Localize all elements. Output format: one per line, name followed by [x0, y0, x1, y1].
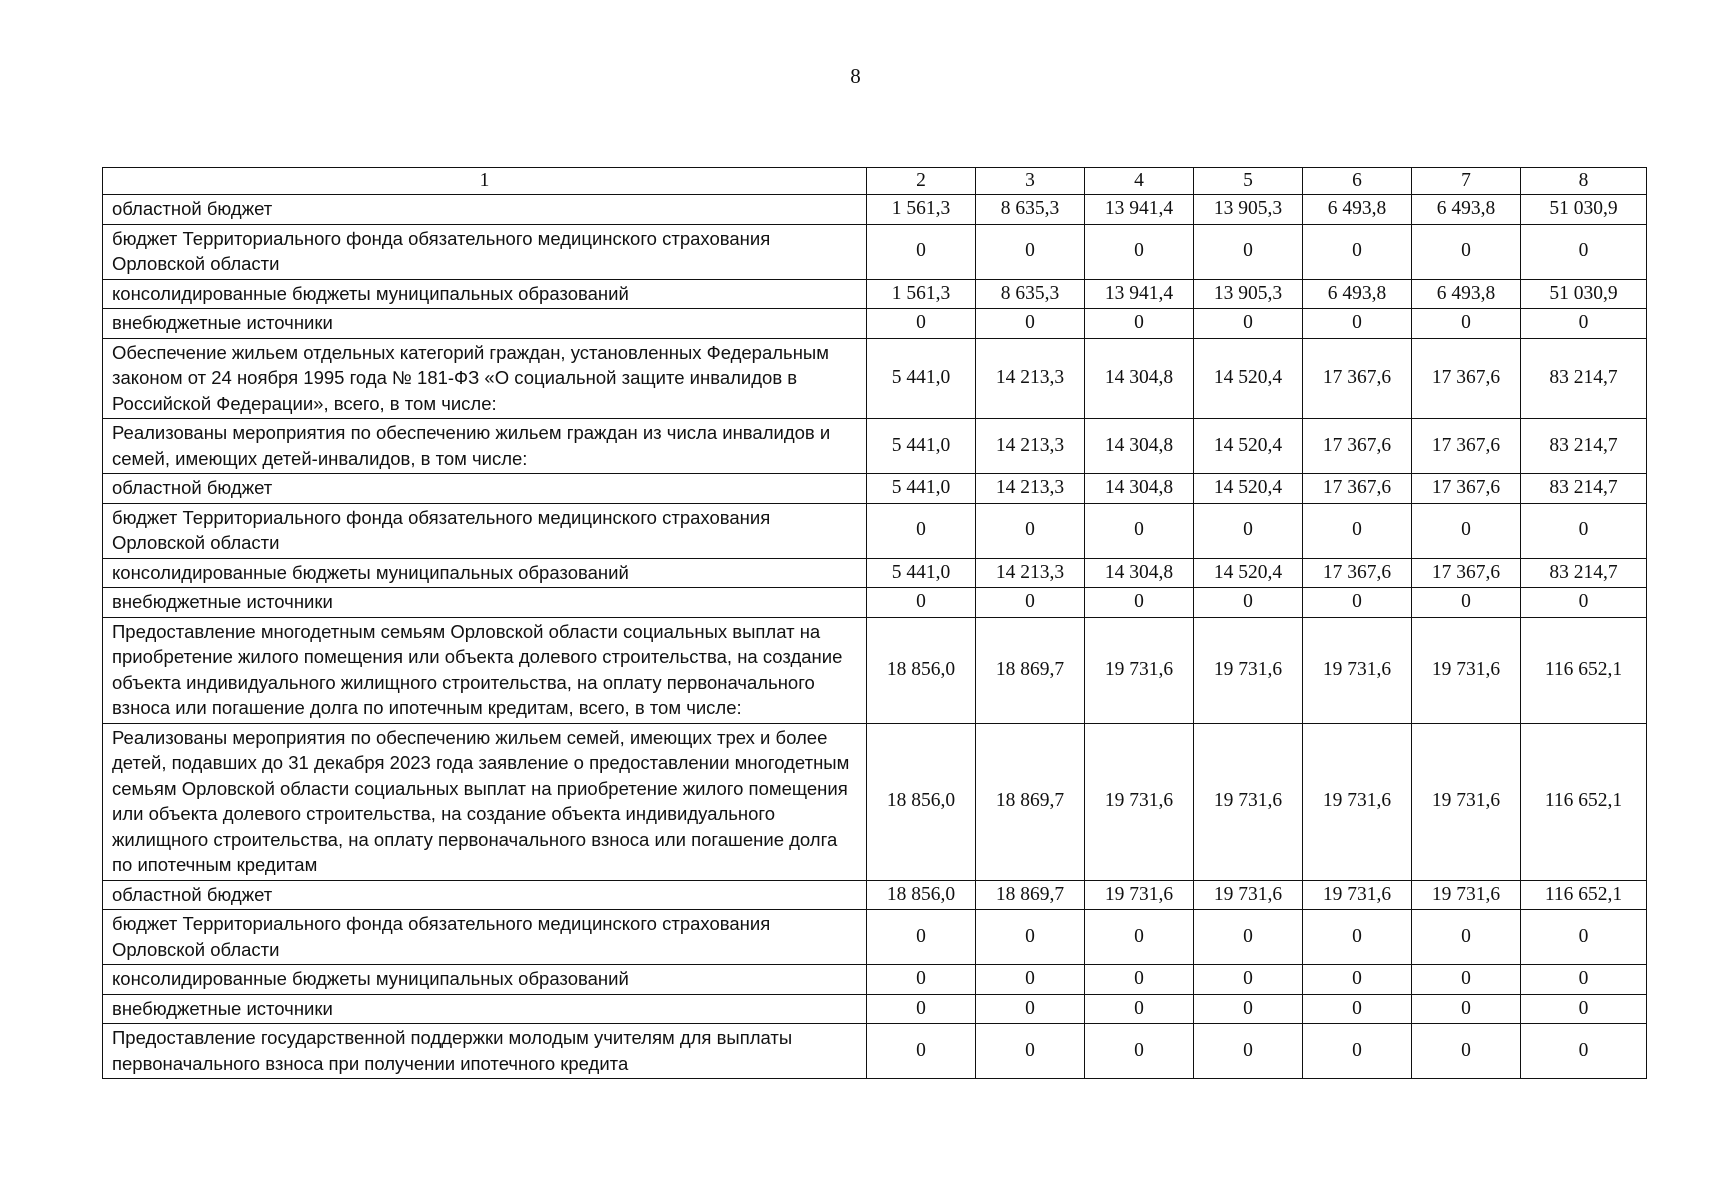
column-header-3: 3 — [976, 168, 1085, 195]
value-cell: 0 — [867, 224, 976, 279]
value-cell: 5 441,0 — [867, 338, 976, 419]
column-header-8: 8 — [1521, 168, 1647, 195]
value-cell: 0 — [1412, 588, 1521, 618]
value-cell: 0 — [1194, 1024, 1303, 1079]
value-cell: 0 — [1303, 588, 1412, 618]
table-row — [103, 558, 1647, 588]
value-cell: 19 731,6 — [1194, 723, 1303, 880]
value-cell: 0 — [1521, 224, 1647, 279]
value-cell: 19 731,6 — [1412, 880, 1521, 910]
value-cell: 17 367,6 — [1412, 419, 1521, 474]
value-cell: 17 367,6 — [1412, 474, 1521, 504]
value-cell: 0 — [1085, 503, 1194, 558]
value-cell: 19 731,6 — [1085, 723, 1194, 880]
table-row — [103, 474, 1647, 504]
value-cell: 0 — [1521, 309, 1647, 339]
value-cell: 19 731,6 — [1194, 617, 1303, 723]
value-cell: 0 — [1521, 994, 1647, 1024]
value-cell: 0 — [1521, 965, 1647, 995]
value-cell: 13 905,3 — [1194, 195, 1303, 225]
value-cell: 0 — [1085, 309, 1194, 339]
row-name: Предоставление многодетным семьям Орловской области социальных выплат на приобретение жилого помещения или объекта долевого строительства, на создание объекта индивидуального жилищного строительства, на оплату первоначального взноса или погашение долга по ипотечным кредитам, всего, в том числе: — [103, 617, 867, 723]
value-cell: 0 — [1521, 588, 1647, 618]
row-name: областной бюджет — [103, 195, 867, 225]
table-row — [103, 994, 1647, 1024]
value-cell: 14 213,3 — [976, 558, 1085, 588]
value-cell: 116 652,1 — [1521, 880, 1647, 910]
value-cell: 0 — [1085, 1024, 1194, 1079]
value-cell: 0 — [1194, 588, 1303, 618]
value-cell: 13 941,4 — [1085, 195, 1194, 225]
value-cell: 0 — [1412, 1024, 1521, 1079]
value-cell: 116 652,1 — [1521, 723, 1647, 880]
value-cell: 0 — [867, 1024, 976, 1079]
value-cell: 0 — [1303, 309, 1412, 339]
value-cell: 18 856,0 — [867, 617, 976, 723]
value-cell: 0 — [1194, 910, 1303, 965]
table-row — [103, 1024, 1647, 1079]
value-cell: 19 731,6 — [1303, 880, 1412, 910]
value-cell: 0 — [1303, 965, 1412, 995]
row-name: Предоставление государственной поддержки молодым учителям для выплаты первоначального взноса при получении ипотечного кредита — [103, 1024, 867, 1079]
table-row — [103, 910, 1647, 965]
value-cell: 0 — [1194, 224, 1303, 279]
value-cell: 0 — [1085, 910, 1194, 965]
table-row — [103, 309, 1647, 339]
value-cell: 8 635,3 — [976, 195, 1085, 225]
value-cell: 19 731,6 — [1412, 723, 1521, 880]
value-cell: 19 731,6 — [1194, 880, 1303, 910]
value-cell: 0 — [976, 224, 1085, 279]
column-header-7: 7 — [1412, 168, 1521, 195]
value-cell: 0 — [1194, 994, 1303, 1024]
value-cell: 83 214,7 — [1521, 338, 1647, 419]
value-cell: 0 — [1521, 1024, 1647, 1079]
table-row — [103, 588, 1647, 618]
value-cell: 14 213,3 — [976, 419, 1085, 474]
value-cell: 0 — [867, 994, 976, 1024]
row-name: консолидированные бюджеты муниципальных образований — [103, 558, 867, 588]
value-cell: 83 214,7 — [1521, 474, 1647, 504]
value-cell: 17 367,6 — [1412, 338, 1521, 419]
value-cell: 0 — [976, 910, 1085, 965]
column-header-2: 2 — [867, 168, 976, 195]
value-cell: 0 — [1412, 503, 1521, 558]
value-cell: 14 304,8 — [1085, 558, 1194, 588]
value-cell: 0 — [1303, 994, 1412, 1024]
table-row — [103, 279, 1647, 309]
value-cell: 83 214,7 — [1521, 419, 1647, 474]
value-cell: 17 367,6 — [1303, 338, 1412, 419]
value-cell: 0 — [1085, 965, 1194, 995]
value-cell: 0 — [976, 1024, 1085, 1079]
value-cell: 14 520,4 — [1194, 474, 1303, 504]
value-cell: 14 304,8 — [1085, 338, 1194, 419]
value-cell: 0 — [1194, 309, 1303, 339]
row-name: Обеспечение жильем отдельных категорий граждан, установленных Федеральным законом от 24 ноября 1995 года № 181-ФЗ «О социальной защите инвалидов в Российской Федерации», всего, в том числе: — [103, 338, 867, 419]
value-cell: 6 493,8 — [1412, 195, 1521, 225]
value-cell: 14 304,8 — [1085, 474, 1194, 504]
table-row — [103, 965, 1647, 995]
row-name: бюджет Территориального фонда обязательного медицинского страхования Орловской области — [103, 910, 867, 965]
value-cell: 19 731,6 — [1412, 617, 1521, 723]
table-row — [103, 617, 1647, 723]
value-cell: 17 367,6 — [1303, 419, 1412, 474]
row-name: консолидированные бюджеты муниципальных образований — [103, 279, 867, 309]
table-row — [103, 880, 1647, 910]
value-cell: 0 — [976, 965, 1085, 995]
value-cell: 0 — [1521, 503, 1647, 558]
page-number: 8 — [850, 64, 861, 88]
value-cell: 0 — [867, 503, 976, 558]
value-cell: 17 367,6 — [1303, 474, 1412, 504]
row-name: бюджет Территориального фонда обязательного медицинского страхования Орловской области — [103, 224, 867, 279]
value-cell: 17 367,6 — [1412, 558, 1521, 588]
column-header-1: 1 — [103, 168, 867, 195]
value-cell: 18 869,7 — [976, 617, 1085, 723]
value-cell: 18 856,0 — [867, 880, 976, 910]
table-row — [103, 503, 1647, 558]
value-cell: 19 731,6 — [1303, 617, 1412, 723]
value-cell: 14 213,3 — [976, 338, 1085, 419]
budget-table — [102, 167, 1647, 1079]
value-cell: 5 441,0 — [867, 419, 976, 474]
value-cell: 0 — [1194, 503, 1303, 558]
value-cell: 0 — [976, 503, 1085, 558]
row-name: бюджет Территориального фонда обязательного медицинского страхования Орловской области — [103, 503, 867, 558]
value-cell: 0 — [867, 910, 976, 965]
table-row — [103, 195, 1647, 225]
column-header-6: 6 — [1303, 168, 1412, 195]
column-header-5: 5 — [1194, 168, 1303, 195]
row-name: областной бюджет — [103, 474, 867, 504]
value-cell: 0 — [1303, 910, 1412, 965]
row-name: Реализованы мероприятия по обеспечению жильем семей, имеющих трех и более детей, подавших до 31 декабря 2023 года заявление о предоставлении многодетным семьям Орловской области социальных выплат на приобретение жилого помещения или объекта долевого строительства, на создание объекта индивидуального жилищного строительства, на оплату первоначального взноса или погашение долга по ипотечным кредитам — [103, 723, 867, 880]
value-cell: 0 — [976, 309, 1085, 339]
value-cell: 51 030,9 — [1521, 279, 1647, 309]
row-name: консолидированные бюджеты муниципальных образований — [103, 965, 867, 995]
value-cell: 14 520,4 — [1194, 338, 1303, 419]
value-cell: 51 030,9 — [1521, 195, 1647, 225]
table-row — [103, 224, 1647, 279]
value-cell: 19 731,6 — [1303, 723, 1412, 880]
value-cell: 5 441,0 — [867, 558, 976, 588]
row-name: внебюджетные источники — [103, 588, 867, 618]
value-cell: 6 493,8 — [1412, 279, 1521, 309]
row-name: Реализованы мероприятия по обеспечению жильем граждан из числа инвалидов и семей, имеющих детей-инвалидов, в том числе: — [103, 419, 867, 474]
table-row — [103, 338, 1647, 419]
value-cell: 0 — [1412, 965, 1521, 995]
value-cell: 6 493,8 — [1303, 195, 1412, 225]
value-cell: 0 — [1521, 910, 1647, 965]
value-cell: 0 — [1412, 309, 1521, 339]
header-row — [103, 168, 1647, 195]
value-cell: 18 869,7 — [976, 880, 1085, 910]
value-cell: 18 869,7 — [976, 723, 1085, 880]
value-cell: 13 941,4 — [1085, 279, 1194, 309]
value-cell: 0 — [1085, 588, 1194, 618]
column-header-4: 4 — [1085, 168, 1194, 195]
value-cell: 0 — [1412, 910, 1521, 965]
value-cell: 8 635,3 — [976, 279, 1085, 309]
value-cell: 0 — [1303, 224, 1412, 279]
value-cell: 0 — [976, 588, 1085, 618]
value-cell: 5 441,0 — [867, 474, 976, 504]
value-cell: 0 — [867, 309, 976, 339]
row-name: областной бюджет — [103, 880, 867, 910]
value-cell: 6 493,8 — [1303, 279, 1412, 309]
table-body — [103, 195, 1647, 1079]
value-cell: 0 — [1412, 224, 1521, 279]
value-cell: 0 — [1085, 224, 1194, 279]
value-cell: 116 652,1 — [1521, 617, 1647, 723]
value-cell: 0 — [867, 588, 976, 618]
value-cell: 0 — [1303, 503, 1412, 558]
value-cell: 0 — [1412, 994, 1521, 1024]
value-cell: 0 — [1194, 965, 1303, 995]
value-cell: 14 520,4 — [1194, 419, 1303, 474]
value-cell: 18 856,0 — [867, 723, 976, 880]
value-cell: 19 731,6 — [1085, 880, 1194, 910]
value-cell: 17 367,6 — [1303, 558, 1412, 588]
row-name: внебюджетные источники — [103, 309, 867, 339]
value-cell: 13 905,3 — [1194, 279, 1303, 309]
value-cell: 14 304,8 — [1085, 419, 1194, 474]
value-cell: 14 213,3 — [976, 474, 1085, 504]
value-cell: 0 — [1303, 1024, 1412, 1079]
value-cell: 83 214,7 — [1521, 558, 1647, 588]
table-row — [103, 723, 1647, 880]
value-cell: 1 561,3 — [867, 195, 976, 225]
value-cell: 0 — [867, 965, 976, 995]
value-cell: 14 520,4 — [1194, 558, 1303, 588]
value-cell: 0 — [1085, 994, 1194, 1024]
value-cell: 1 561,3 — [867, 279, 976, 309]
value-cell: 19 731,6 — [1085, 617, 1194, 723]
value-cell: 0 — [976, 994, 1085, 1024]
table-row — [103, 419, 1647, 474]
row-name: внебюджетные источники — [103, 994, 867, 1024]
